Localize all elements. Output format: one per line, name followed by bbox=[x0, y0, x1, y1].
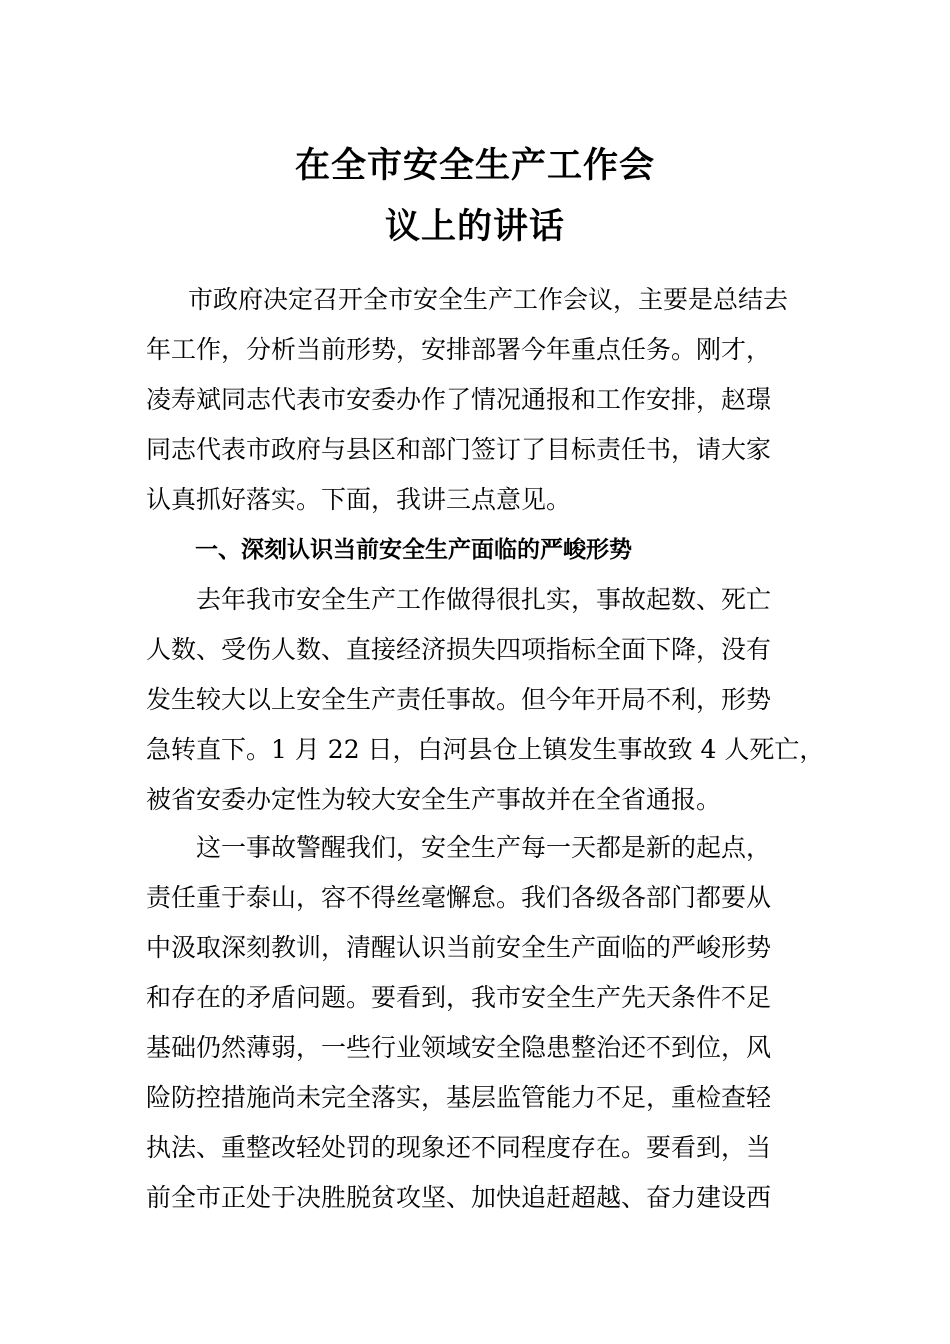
body-line: 凌寿斌同志代表市安委办作了情况通报和工作安排，赵璟 bbox=[146, 385, 772, 414]
body-line: 前全市正处于决胜脱贫攻坚、加快追赶超越、奋力建设西 bbox=[146, 1183, 772, 1212]
body-line: 责任重于泰山，容不得丝毫懈怠。我们各级各部门都要从 bbox=[146, 883, 772, 912]
body-line: 年工作，分析当前形势，安排部署今年重点任务。刚才， bbox=[146, 335, 772, 364]
document-title-line-2: 议上的讲话 bbox=[384, 207, 565, 247]
body-line: 急转直下。1 月 22 日，白河县仓上镇发生事故致 4 人死亡， bbox=[146, 735, 825, 764]
section-heading: 一、深刻认识当前安全生产面临的严峻形势 bbox=[195, 537, 632, 563]
body-line: 发生较大以上安全生产责任事故。但今年开局不利，形势 bbox=[146, 685, 772, 714]
body-line: 被省安委办定性为较大安全生产事故并在全省通报。 bbox=[146, 785, 722, 814]
body-line: 基础仍然薄弱，一些行业领域安全隐患整治还不到位，风 bbox=[146, 1033, 772, 1062]
body-line: 去年我市安全生产工作做得很扎实，事故起数、死亡 bbox=[196, 585, 772, 614]
body-line: 险防控措施尚未完全落实，基层监管能力不足，重检查轻 bbox=[146, 1083, 772, 1112]
body-line: 和存在的矛盾问题。要看到，我市安全生产先天条件不足 bbox=[146, 983, 772, 1012]
body-line: 认真抓好落实。下面，我讲三点意见。 bbox=[146, 485, 572, 514]
body-line: 中汲取深刻教训，清醒认识当前安全生产面临的严峻形势 bbox=[146, 933, 772, 962]
body-line: 市政府决定召开全市安全生产工作会议，主要是总结去 bbox=[188, 285, 789, 314]
body-line: 同志代表市政府与县区和部门签订了目标责任书，请大家 bbox=[146, 435, 772, 464]
body-line: 人数、受伤人数、直接经济损失四项指标全面下降，没有 bbox=[146, 635, 772, 664]
document-title-line-1: 在全市安全生产工作会 bbox=[294, 146, 655, 186]
body-line: 这一事故警醒我们，安全生产每一天都是新的起点， bbox=[196, 833, 772, 862]
body-line: 执法、重整改轻处罚的现象还不同程度存在。要看到，当 bbox=[146, 1133, 772, 1162]
